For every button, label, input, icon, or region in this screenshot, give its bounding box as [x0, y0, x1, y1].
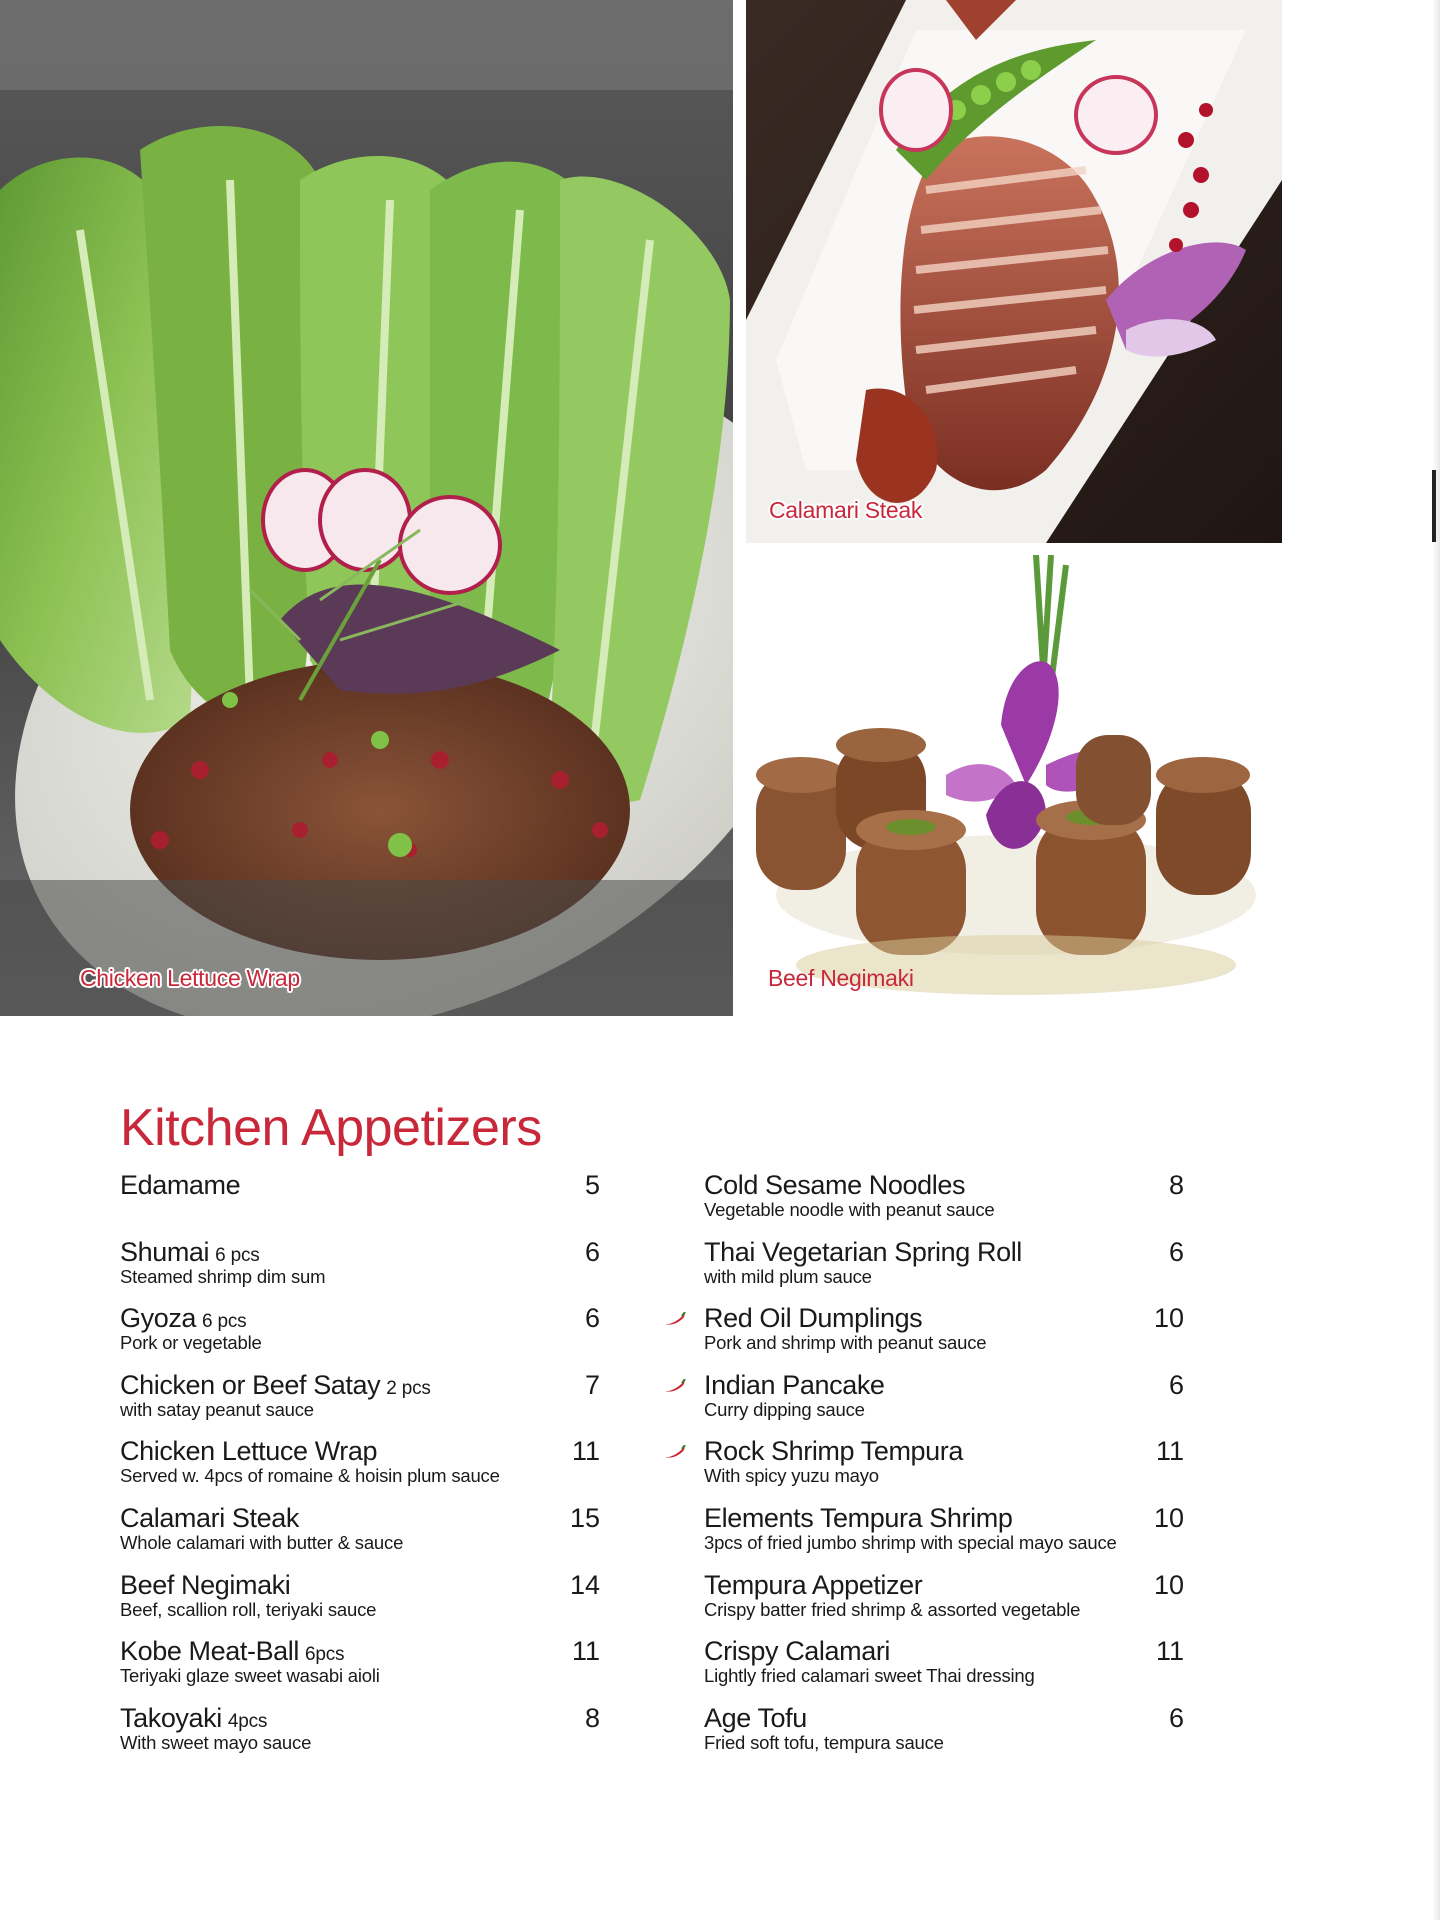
menu-item-price: 6: [1168, 1236, 1184, 1267]
menu-item: [704, 1300, 1184, 1367]
menu-item-qty: 6 pcs: [215, 1244, 260, 1266]
section-title: Kitchen Appetizers: [120, 1099, 542, 1157]
menu-item-name: Age Tofu: [704, 1702, 807, 1733]
menu-item-name: Gyoza 6 pcs: [120, 1303, 247, 1334]
menu-item-qty: 4pcs: [227, 1710, 268, 1732]
menu-item-price: 10: [1153, 1502, 1184, 1533]
menu-item-name: Beef Negimaki: [120, 1569, 291, 1600]
menu-item-price: 6: [1168, 1702, 1184, 1733]
menu-item-price: 7: [584, 1369, 600, 1400]
menu-item: [704, 1367, 1184, 1434]
menu-item: [704, 1433, 1184, 1500]
menu-item-desc: 3pcs of fried jumbo shrimp with special mayo sauce: [704, 1531, 1117, 1553]
menu-item-qty: 6pcs: [305, 1644, 345, 1666]
menu-column-left: [120, 1167, 600, 1766]
menu-item-desc: Pork or vegetable: [120, 1332, 262, 1354]
menu-item-desc: Steamed shrimp dim sum: [120, 1265, 326, 1287]
menu-item-price: 6: [584, 1236, 600, 1267]
menu-item-price: 11: [571, 1636, 600, 1667]
menu-item-desc: Crispy batter fried shrimp & assorted vegetable: [704, 1598, 1081, 1620]
menu-item-desc: Pork and shrimp with peanut sauce: [704, 1332, 987, 1354]
chili-pepper-icon: [664, 1312, 686, 1326]
menu-item-price: 14: [569, 1569, 600, 1600]
menu-item-desc: with mild plum sauce: [704, 1265, 872, 1287]
photo-beef-negimaki: [746, 555, 1282, 1016]
page-edge: [1432, 0, 1440, 1920]
menu-item-name: Cold Sesame Noodles: [704, 1170, 966, 1200]
menu-item: [704, 1500, 1184, 1567]
menu-item: [120, 1633, 600, 1700]
menu-item-price: 5: [584, 1170, 600, 1200]
menu-item-price: 8: [1168, 1170, 1184, 1200]
menu-item-name: Kobe Meat-Ball 6pcs: [120, 1636, 345, 1667]
menu-item-desc: Fried soft tofu, tempura sauce: [704, 1731, 944, 1753]
menu-item: [704, 1234, 1184, 1301]
menu-item-qty: 6 pcs: [202, 1311, 247, 1333]
menu-item-name: Shumai 6 pcs: [120, 1236, 260, 1267]
menu-item-name: Chicken Lettuce Wrap: [120, 1436, 378, 1467]
menu-item-desc: Vegetable noodle with peanut sauce: [704, 1199, 995, 1220]
menu-item: [120, 1567, 600, 1634]
photo-calamari-steak: [746, 0, 1282, 543]
menu-item-price: 15: [569, 1502, 600, 1533]
menu-item-qty: 2 pcs: [386, 1377, 431, 1399]
menu-item-name: Edamame: [120, 1170, 241, 1200]
menu-item: [120, 1367, 600, 1434]
menu-item: [120, 1700, 600, 1767]
menu-item-price: 6: [584, 1303, 600, 1334]
menu-item-name: Thai Vegetarian Spring Roll: [704, 1236, 1022, 1267]
menu-item-name: Takoyaki 4pcs: [120, 1702, 268, 1733]
menu-item: [120, 1500, 600, 1567]
menu-item-price: 11: [571, 1436, 600, 1467]
chili-pepper-icon: [664, 1379, 686, 1393]
photo-caption-chicken-lettuce-wrap: Chicken Lettuce Wrap: [80, 965, 300, 991]
menu-item-desc: Teriyaki glaze sweet wasabi aioli: [120, 1665, 380, 1687]
menu-item: [704, 1633, 1184, 1700]
menu-item: [704, 1700, 1184, 1767]
menu-item: [704, 1567, 1184, 1634]
menu-item: [120, 1300, 600, 1367]
menu-item: [120, 1234, 600, 1301]
menu-item-desc: Curry dipping sauce: [704, 1398, 865, 1420]
menu-item-desc: Beef, scallion roll, teriyaki sauce: [120, 1598, 377, 1620]
menu-item-name: Red Oil Dumplings: [704, 1303, 923, 1334]
menu-item-desc: Whole calamari with butter & sauce: [120, 1531, 404, 1553]
photo-chicken-lettuce-wrap: [0, 0, 733, 1016]
menu-item-desc: With spicy yuzu mayo: [704, 1465, 879, 1487]
menu-item-price: 10: [1153, 1569, 1184, 1600]
menu-item-name: Rock Shrimp Tempura: [704, 1436, 963, 1467]
menu-item-name: Tempura Appetizer: [704, 1569, 923, 1600]
menu-item-desc: With sweet mayo sauce: [120, 1731, 312, 1753]
photo-caption-beef-negimaki: Beef Negimaki: [768, 965, 914, 991]
menu-item-name: Chicken or Beef Satay 2 pcs: [120, 1369, 431, 1400]
menu-item: [120, 1433, 600, 1500]
menu-item-name: Indian Pancake: [704, 1369, 885, 1400]
menu-item-name: Elements Tempura Shrimp: [704, 1502, 1013, 1533]
menu-item-price: 6: [1168, 1369, 1184, 1400]
menu-item-price: 8: [584, 1702, 600, 1733]
menu-item-price: 11: [1155, 1436, 1184, 1467]
chili-pepper-icon: [664, 1445, 686, 1459]
menu-item-desc: Served w. 4pcs of romaine & hoisin plum sauce: [120, 1465, 500, 1487]
page-edge-mark: [1432, 470, 1436, 542]
menu-item: [120, 1167, 600, 1234]
menu-item-name: Crispy Calamari: [704, 1636, 891, 1667]
menu-item: [704, 1167, 1184, 1234]
photo-caption-calamari-steak: Calamari Steak: [769, 497, 923, 523]
menu-item-desc: with satay peanut sauce: [120, 1398, 314, 1420]
menu-item-price: 11: [1155, 1636, 1184, 1667]
menu-item-name: Calamari Steak: [120, 1502, 299, 1533]
menu-column-right: [704, 1167, 1184, 1766]
menu-item-desc: Lightly fried calamari sweet Thai dressing: [704, 1665, 1035, 1687]
menu-item-price: 10: [1153, 1303, 1184, 1334]
